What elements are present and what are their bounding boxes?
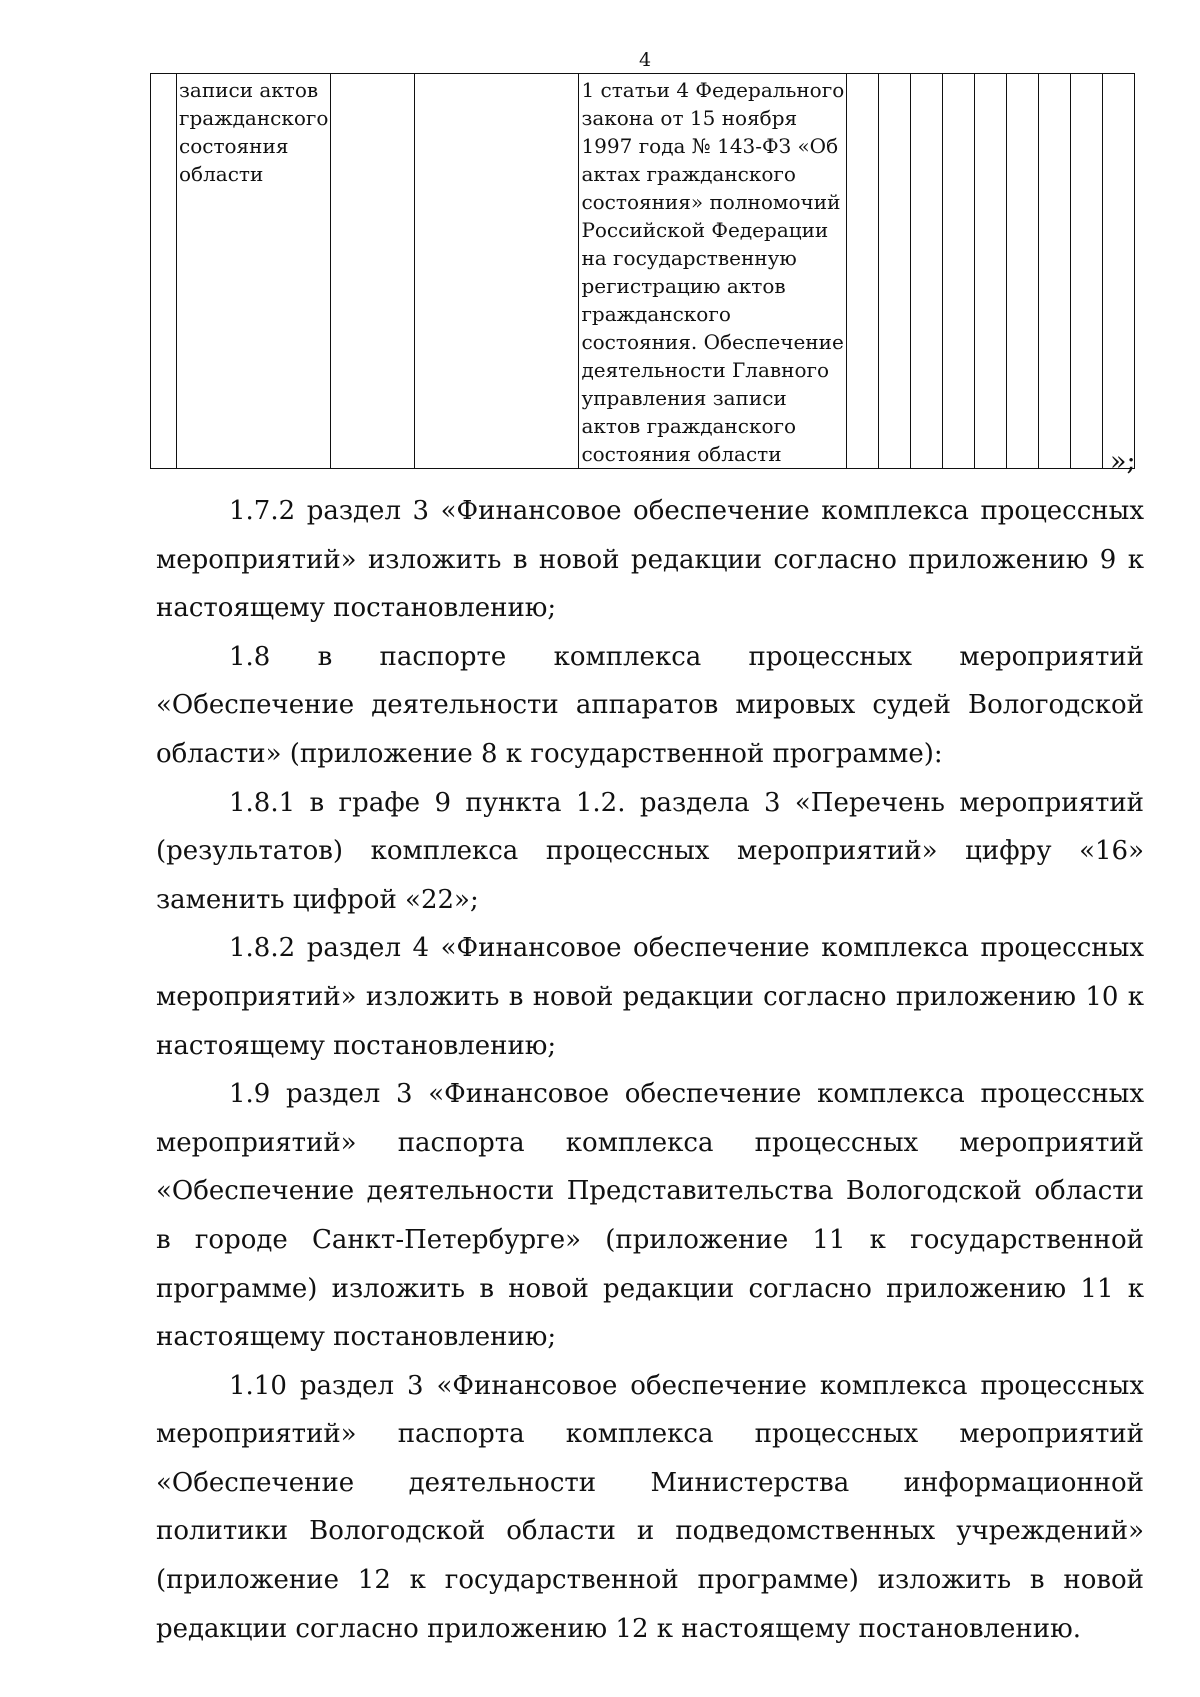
table-cell (943, 74, 975, 469)
table-cell (1007, 74, 1039, 469)
paragraph: 1.8.2 раздел 4 «Финансовое обеспечение комплекса процессных мероприятий» изложить в новой редакции согласно приложению 10 к настоящему постановлению; (156, 933, 1144, 1061)
page-number: 4 (638, 49, 652, 71)
continuation-table (150, 73, 1135, 469)
table-cell (975, 74, 1007, 469)
table-cell (1039, 74, 1071, 469)
paragraph: 1.9 раздел 3 «Финансовое обеспечение комплекса процессных мероприятий» паспорта комплекса процессных мероприятий «Обеспечение деятельности Представительства Вологодской области в городе Санкт-Петербурге» (приложение 11 к государственной программе) изложить в новой редакции согласно приложению 11 к настоящему постановлению; (156, 1079, 1144, 1353)
table-cell (847, 74, 879, 469)
table-row (151, 74, 1135, 469)
table-cell (911, 74, 943, 469)
table-cell-body: записи актов гражданского состояния области (177, 74, 331, 469)
paragraph: 1.8.1 в графе 9 пункта 1.2. раздела 3 «Перечень мероприятий (результатов) комплекса процессных мероприятий» цифру «16» заменить цифрой «22»; (156, 787, 1144, 915)
closing-quote: »; (1110, 446, 1136, 477)
table-cell (415, 74, 579, 469)
table-cell (879, 74, 911, 469)
table-cell (1103, 74, 1135, 469)
table-cell (331, 74, 415, 469)
body-text (156, 487, 1144, 1653)
paragraph: 1.8 в паспорте комплекса процессных мероприятий «Обеспечение деятельности аппаратов мировых судей Вологодской области» (приложение 8 к государственной программе): (156, 641, 1144, 769)
paragraph: 1.7.2 раздел 3 «Финансовое обеспечение комплекса процессных мероприятий» изложить в новой редакции согласно приложению 9 к настоящему постановлению; (156, 496, 1144, 624)
table-cell-description: 1 статьи 4 Федерального закона от 15 ноября 1997 года № 143-ФЗ «Об актах гражданского состояния» полномочий Российской Федерации на государственную регистрацию актов гражданского состояния. Обеспечение деятельности Главного управления записи актов гражданского состояния области (579, 74, 847, 469)
table-cell (151, 74, 177, 469)
paragraph: 1.10 раздел 3 «Финансовое обеспечение комплекса процессных мероприятий» паспорта комплекса процессных мероприятий «Обеспечение деятельности Министерства информационной политики Вологодской области и подведомственных учреждений» (приложение 12 к государственной программе) изложить в новой редакции согласно приложению 12 к настоящему постановлению. (156, 1370, 1144, 1644)
table-cell (1071, 74, 1103, 469)
